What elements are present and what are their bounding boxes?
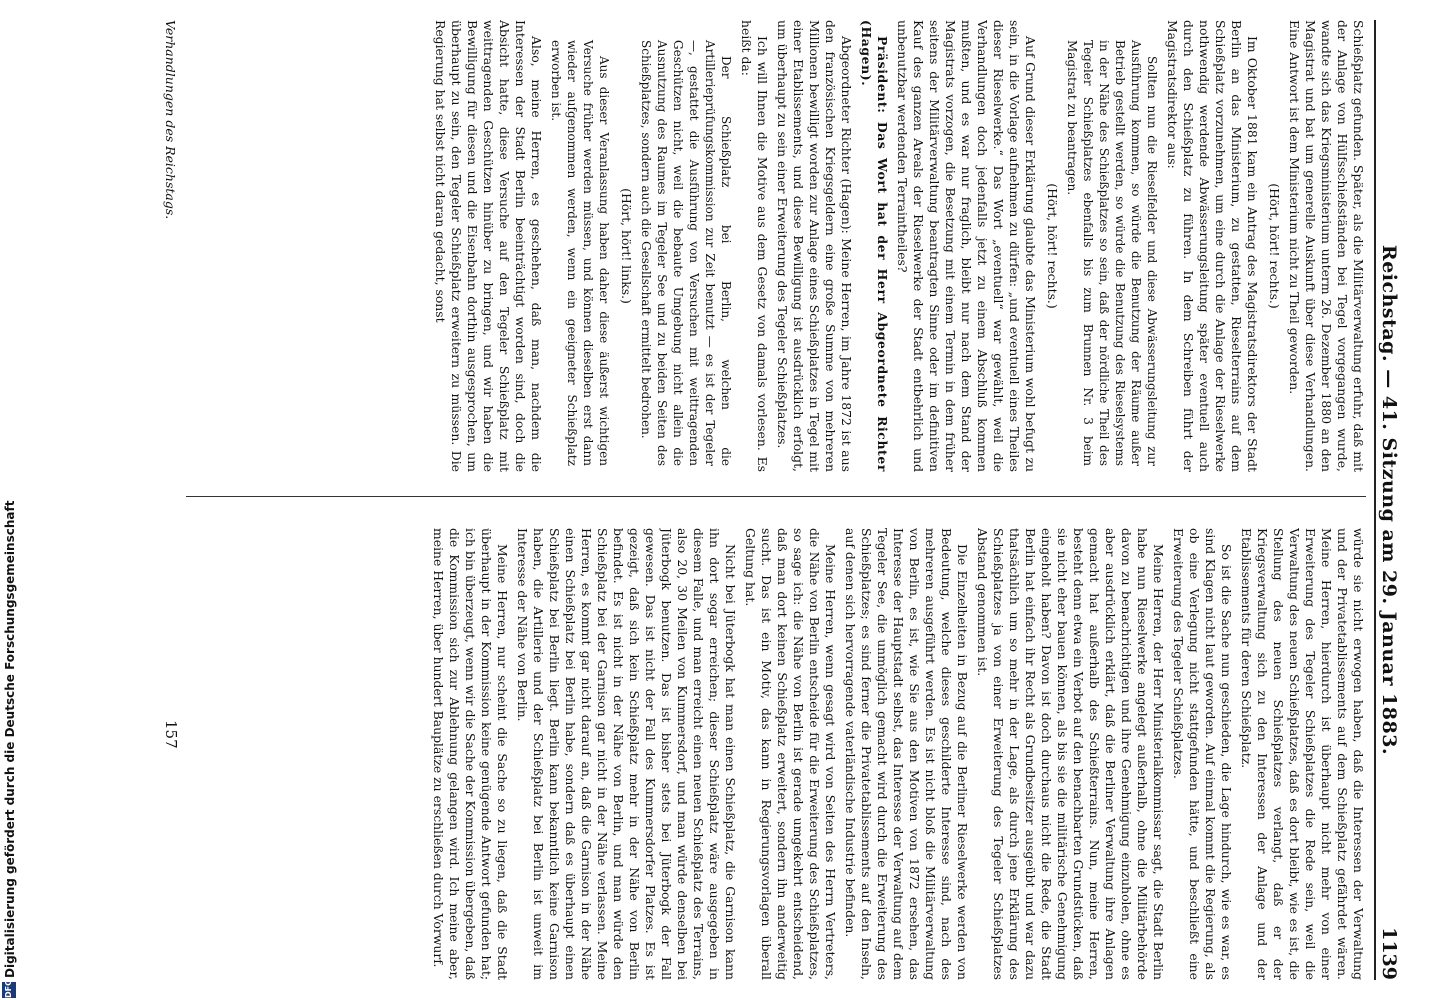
left-column xyxy=(186,20,1366,472)
sheet-signature: Verhandlungen des Reichstags. xyxy=(163,20,178,220)
paragraph: Die Einzelheiten in Bezug auf die Berliner Rieselwerke werden von Bedeutung, welche dieses geschilderte Interesse sind, nach des mehreren ausgeführt werden. Es ist nicht bloß die Militärverwaltung von Berlin, es ist, wie Sie aus den Motiven von 1872 ersehen, das Interesse der Hauptstadt selbst, das Interesse der Verwaltung auf dem Tegeler See, die unmöglich gemacht wird durch die Erweiterung des Schießplatzes; es sind ferner die Privatetablissements auf den Inseln, auf denen sich hervorragende vaterländische Industrie befinden. xyxy=(843,528,970,980)
column-divider xyxy=(186,496,1366,497)
paragraph: Schießplatz gefunden. Später, als die Militärverwaltung erfuhr, daß mit der Anlage von Hülfsschießständen bei Tegel vorgegangen wurde, wandte sich das Kriegsministerium unterm 26. Dezember 1880 an den Magistrat und bat um generelle Auskunft über diese Verhandlungen. Eine Antwort ist dem Ministerium nicht zu Theil geworden. xyxy=(1287,20,1366,472)
paragraph: Meine Herren, nur scheint die Sache so zu liegen, daß die Stadt überhaupt in der Kommission keine genügende Antwort gefunden hat; ich bin überzeugt, wenn wir die Sache der Kommission übergeben, daß die Kommission sich zur Ablehnung gelangen wird. Ich meine aber, meine Herren, über hundert Bauplätze zu erschließen durch Vorwurf. xyxy=(431,528,510,980)
speaker-paragraph: Präsident: Das Wort hat der Herr Abgeordnete Richter (Hagen). xyxy=(859,20,890,472)
funding-notice xyxy=(0,0,20,1000)
paragraph: Nicht bei Jüterbogk hat man einen Schießplatz, die Garnison kann ihn dort sogar erreichen; dieser Schießplatz wäre ausgegeben in diesem Falle, und man erreicht einen neuen Schießplatz des Terrains, also 20, 30 Meilen von Kummersdorf, und man würde denselben bei Jüterbogk benutzen. Das ist bisher stets bei Jüterbogk der Fall gewesen. Das ist nicht der Fall des Kummersdorfer Platzes. Es ist gezeigt, daß sich kein Schießplatz mehr in der Nähe von Berlin befindet. Es ist nicht in der Nähe von Berlin, und man würde den Schießplatz bei der Garnison gar nicht in der Nähe verlassen. Meine Herren, es kommt gar nicht darauf an, daß die Garnison in der Nähe einen Schießplatz bei Berlin habe, sondern daß es überhaupt einen Schießplatz bei Berlin liegt. Berlin kann bekanntlich keine Garnison haben, die Artillerie und der Schießplatz bei Berlin ist unweit im Interesse der Nähe von Berlin. xyxy=(515,528,738,980)
page-number: 1139 xyxy=(1378,927,1400,980)
paragraph: Also, meine Herren, es geschehen, daß man, nachdem die Interessen der Stadt Berlin beeinträchtigt worden sind, doch die Absicht hatte, diese Versuche auf den Tegeler Schießplatz mit weittragenden Geschützen hinüber zu bringen, und wir haben die Bewilligung für diesen und die Eisenbahn dorthin ausgesprochen, um überhaupt zu sein, den Tegeler Schießplatz erweitern zu müssen. Die Regierung hat selbst nicht daran gedacht, sonst xyxy=(433,20,544,472)
rotated-document-page xyxy=(108,0,1408,1000)
paragraph: So ist die Sache nun geschieden, die Lage hindurch, wie es war, es sind Klagen nicht laut geworden. Auf einmal kommt die Regierung, als ob eine Verlegung nicht stattgefunden hätte, und beschließt eine Erweiterung des Tegeler Schießplatzes. xyxy=(1171,528,1234,980)
paragraph: Ich will Ihnen die Motive aus dem Gesetz von damals vorlesen. Es heißt da: xyxy=(739,20,770,472)
dfg-logo-icon: DFG xyxy=(2,982,16,998)
funding-notice-text: Digitalisierung gefördert durch die Deutsche Forschungsgemeinschaft xyxy=(3,500,17,978)
page-title: Reichstag. — 41. Sitzung am 29. Januar 1883. xyxy=(1378,244,1400,756)
interjection: (Hört, hört! rechts.) xyxy=(1267,183,1282,309)
sheet-number: 157 xyxy=(162,720,180,749)
paragraph: Meine Herren, wenn gesagt wird von Seiten des Herrn Vertreters, die Nähe von Berlin entscheide für die Erweiterung des Schießplatzes, so sage ich: die Nähe von Berlin ist gerade umgekehrt entscheidend, daß man dort keinen Schießplatz erweitert, sondern ihn anderweitig sucht. Das ist ein Motiv, das kann in Regierungsvorlagen überall Geltung hat. xyxy=(743,528,838,980)
quoted-passage: Sollten nun die Rieselfelder und diese Abwässerungsleitung zur Ausführung kommen, so würde die Benutzung der Räume außer Betrieb gestellt werden, so würde die Benutzung des Rieselsystems in der Nähe des Schießplatzes so sein, daß der nördliche Theil des Tegeler Schießplatzes ebenfalls bis zum Brunnen Nr. 3 beim Magistrat zu beantragen. xyxy=(1065,40,1159,466)
quoted-passage: Aus dieser Veranlassung haben daher diese äußerst wichtigen Versuche früher werden müssen, und können dieselben erst dann wieder aufgenommen werden, wenn ein geeigneter Schießplatz erworben ist. xyxy=(549,40,611,466)
quoted-passage: Der Schießplatz bei Berlin, welchen die Artillerieprüfungskommission zur Zeit benutzt — es ist der Tegeler —, gestattet die Ausführung von Versuchen mit weittragenden Geschützen nicht, weil die bebaute Umgebung nicht allein die Ausnutzung des Raumes im Tegeler See und zu beiden Seiten des Schießplatzes, sondern auch die Gesellschaft ermittelt bedrohen. xyxy=(639,40,733,466)
paragraph: Abgeordneter Richter (Hagen): Meine Herren, im Jahre 1872 ist aus den französischen Kriegsgeldern eine große Summe von mehreren Millionen bewilligt worden zur Anlage eines Schießplatzes in Tegel mit einer Etablissements, und diese Bewilligung ist ausdrücklich erfolgt, um überhaupt zu sein einer Erweiterung des Tegeler Schießplatzes. xyxy=(775,20,854,472)
paragraph: Im Oktober 1881 kam ein Antrag des Magistratsdirektors der Stadt Berlin an das Ministerium, zu gestatten, Rieselterrains auf dem Schießplatz vorzunehmen, um eine durch die Anlage der Rieselwerke nothwendig werdende Abwässerungsleitung später eventuell auch durch den Schießplatz zu führen. In dem Schreiben führt der Magistratsdirektor aus: xyxy=(1165,20,1260,472)
interjection: (Hört, hört! rechts.) xyxy=(1045,183,1060,309)
page-header xyxy=(1374,20,1402,980)
paragraph: Auf Grund dieser Erklärung glaubte das Ministerium wohl befugt zu sein, in die Vorlage aufnehmen zu dürfen: „und eventuell eines Theiles dieser Rieselwerke.“ Das Wort „eventuell“ war gewählt, weil die Verhandlungen doch jedenfalls jetzt zu einem Abschluß kommen mußten, und es war nur fraglich, bleibt nur nach dem Stand der Magistrats vorzogen, die Besetzung mit einem Termin in dem früher seitens der Militärverwaltung beantragten Sinne oder im definitiven Kauf des ganzen Areals der Rieselwerke der Stadt entbehrlich und unbenutzbar werdenden Terraintheiles? xyxy=(895,20,1038,472)
interjection: (Hört, hört! links.) xyxy=(619,188,634,304)
right-column xyxy=(186,528,1366,980)
paragraph: würde sie nicht erwogen haben, daß die Interessen der Verwaltung und der Privatetablissements auf dem Schießplatz gefährdet wären. Meine Herren, hierdurch ist überhaupt nicht mehr von einer Erweiterung des Tegeler Schießplatzes die Rede sein, weil die Verwaltung des neuen Schießplatzes, daß es dort bleibt, wie es ist, die Stellung des neuen Schießplatzes verlangt, daß er der Kriegsverwaltung sich zu den Interessen der Anlage und der Etablissements für deren Schießplatz. xyxy=(1239,528,1366,980)
paragraph: Meine Herren, der Herr Ministerialkommissar sagt, die Stadt Berlin habe nun Rieselwerke angelegt außerhalb, ohne die Militärbehörde davon zu benachrichtigen und ihre Genehmigung einzuholen, ohne es aber ausdrücklich erklärt, daß die Berliner Verwaltung ihre Anlagen gemacht hat außerhalb des Schießterrains. Nun, meine Herren, besteht denn etwa ein Verbot auf den benachbarten Grundstücken, daß sie nicht eher bauen können, als bis sie die militärische Genehmigung eingeholt haben? Davon ist doch durchaus nicht die Rede, die Stadt Berlin hat einfach ihr Recht als Grundbesitzer ausgeübt und war dazu thatsächlich um so mehr in der Lage, als durch jene Erklärung des Schießplatzes ja von einer Erweiterung des Tegeler Schießplatzes Abstand genommen ist. xyxy=(975,528,1166,980)
